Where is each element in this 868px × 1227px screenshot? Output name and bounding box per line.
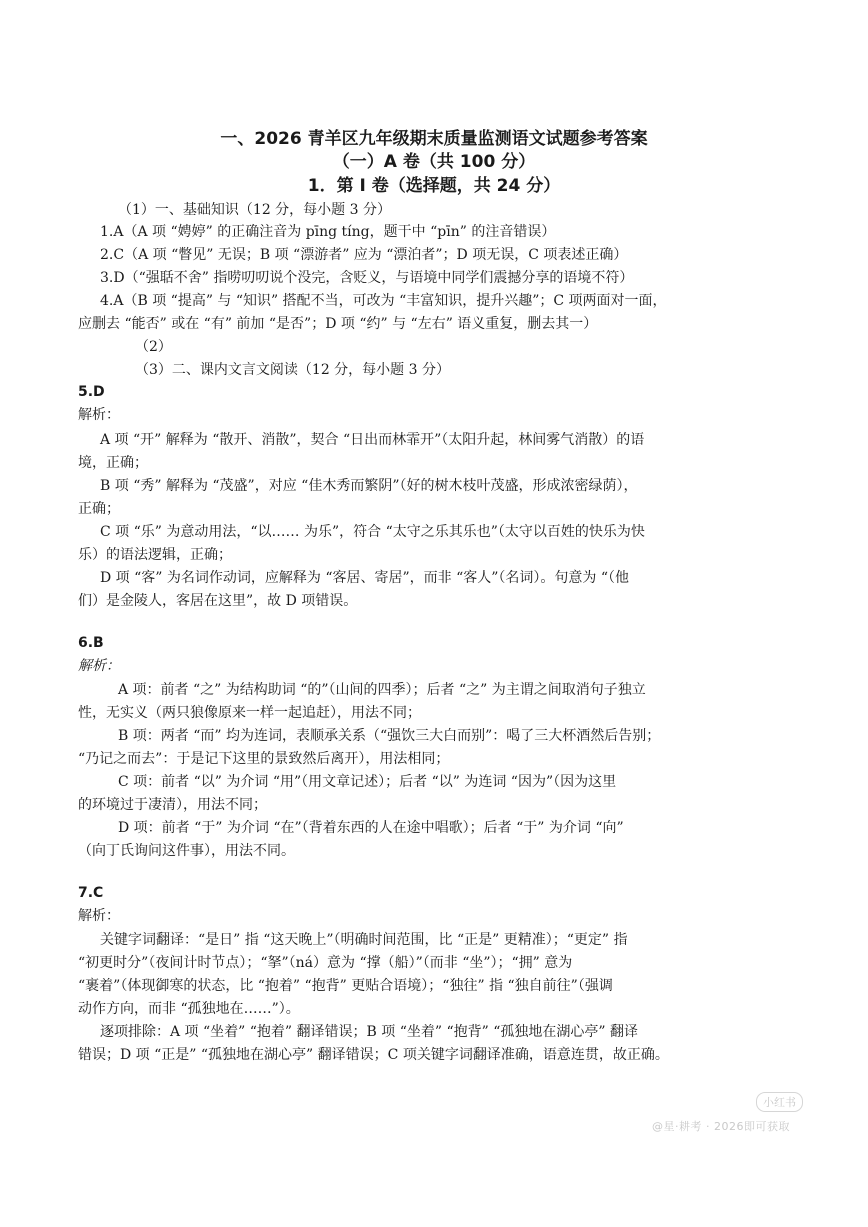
section-heading-classical: （3）二、课内文言文阅读（12 分，每小题 3 分） [135,362,450,378]
section-heading-basics: （1）一、基础知识（12 分，每小题 3 分） [118,202,391,218]
analysis-6-c-cont: 的环境过于凄清），用法不同； [78,797,267,813]
analysis-5-b: B 项 “秀” 解释为 “茂盛”，对应 “佳木秀而繁阴”（好的树木枝叶茂盛，形成浓密绿荫）， [100,478,638,494]
answer-6: 6.B [78,635,104,651]
part-title: 1．第 Ⅰ 卷（选择题，共 24 分） [307,176,561,196]
watermark-logo: 小红书 [756,1092,803,1112]
analysis-5-a: A 项 “开” 解释为 “散开、消散”，契合 “日出而林霏开”（太阳升起，林间雾气消散）的语 [100,432,645,448]
analysis-5-a-cont: 境，正确； [78,455,148,471]
volume-title: （一）A 卷（共 100 分） [332,152,536,172]
answer-5: 5.D [78,384,105,400]
analysis-6-c: C 项：前者 “以” 为介词 “用”（用文章记述）；后者 “以” 为连词 “因为”（因为这里 [118,774,617,790]
analysis-label-6: 解析： [78,658,120,674]
analysis-7-key-words-cont-2: “裹着”（体现御寒的状态，比 “抱着” “抱背” 更贴合语境）；“独往” 指 “独自前往”（强调 [78,978,613,994]
analysis-7-key-words-cont-1: “初更时分”（夜间计时节点）；“拏”（ná）意为 “撑（船）”（而非 “坐”）；“拥” 意为 [78,955,573,971]
analysis-5-d: D 项 “客” 为名词作动词，应解释为 “客居、寄居”，而非 “客人”（名词）。句意为 “（他 [100,570,630,586]
section-marker-2: （2） [135,339,172,355]
analysis-7-elimination: 逐项排除：A 项 “坐着” “抱着” 翻译错误；B 项 “坐着” “抱背” “孤独地在湖心亭” 翻译 [100,1024,639,1040]
main-title: 一、2026 青羊区九年级期末质量监测语文试题参考答案 [220,129,648,149]
watermark-text: @星·耕考 · 2026即可获取 [652,1120,790,1133]
analysis-6-b: B 项：两者 “而” 均为连词，表顺承关系（“强饮三大白而别”：喝了三大杯酒然后告别； [118,728,661,744]
analysis-7-key-words-cont-3: 动作方向，而非 “孤独地在……”）。 [78,1001,300,1017]
analysis-7-key-words: 关键字词翻译：“是日” 指 “这天晚上”（明确时间范围，比 “正是” 更精准）；“更定” 指 [100,932,628,948]
analysis-7-elimination-cont: 错误；D 项 “正是” “孤独地在湖心亭” 翻译错误；C 项关键字词翻译准确，语意连贯，故正确。 [78,1047,669,1063]
analysis-6-a: A 项：前者 “之” 为结构助词 “的”（山间的四季）；后者 “之” 为主谓之间取消句子独立 [118,682,646,698]
analysis-5-c-cont: 乐）的语法逻辑，正确； [78,547,232,563]
analysis-6-d-cont: （向丁氏询问这件事），用法不同。 [78,843,295,859]
analysis-6-a-cont: 性，无实义（两只狼像原来一样一起追赶），用法不同； [78,705,421,721]
answer-4-cont: 应删去 “能否” 或在 “有” 前加 “是否”；D 项 “约” 与 “左右” 语义重复，删去其一） [78,316,598,332]
analysis-6-d: D 项：前者 “于” 为介词 “在”（背着东西的人在途中唱歌）；后者 “于” 为介词 “向” [118,820,624,836]
analysis-6-b-cont: “乃记之而去”：于是记下这里的景致然后离开），用法相同； [78,751,450,767]
answer-4: 4.A（B 项 “提高” 与 “知识” 搭配不当，可改为 “丰富知识，提升兴趣”；C 项两面对一面， [100,293,667,309]
analysis-5-c: C 项 “乐” 为意动用法，“以…… 为乐”，符合 “太守之乐其乐也”（太守以百姓的快乐为快 [100,524,645,540]
answer-7: 7.C [78,885,104,901]
answer-1: 1.A（A 项 “娉婷” 的正确注音为 pīng tíng，题干中 “pīn” 的注音错误） [100,224,556,240]
answer-2: 2.C（A 项 “瞥见” 无误；B 项 “漂游者” 应为 “漂泊者”；D 项无误，C 项表述正确） [100,247,628,263]
analysis-label-5: 解析： [78,407,120,423]
analysis-label-7: 解析： [78,908,120,924]
analysis-5-b-cont: 正确； [78,501,120,517]
answer-3: 3.D（“强聒不舍” 指唠叨叨说个没完，含贬义，与语境中同学们震撼分享的语境不符） [100,270,634,286]
analysis-5-d-cont: 们）是金陵人，客居在这里”，故 D 项错误。 [78,593,358,609]
